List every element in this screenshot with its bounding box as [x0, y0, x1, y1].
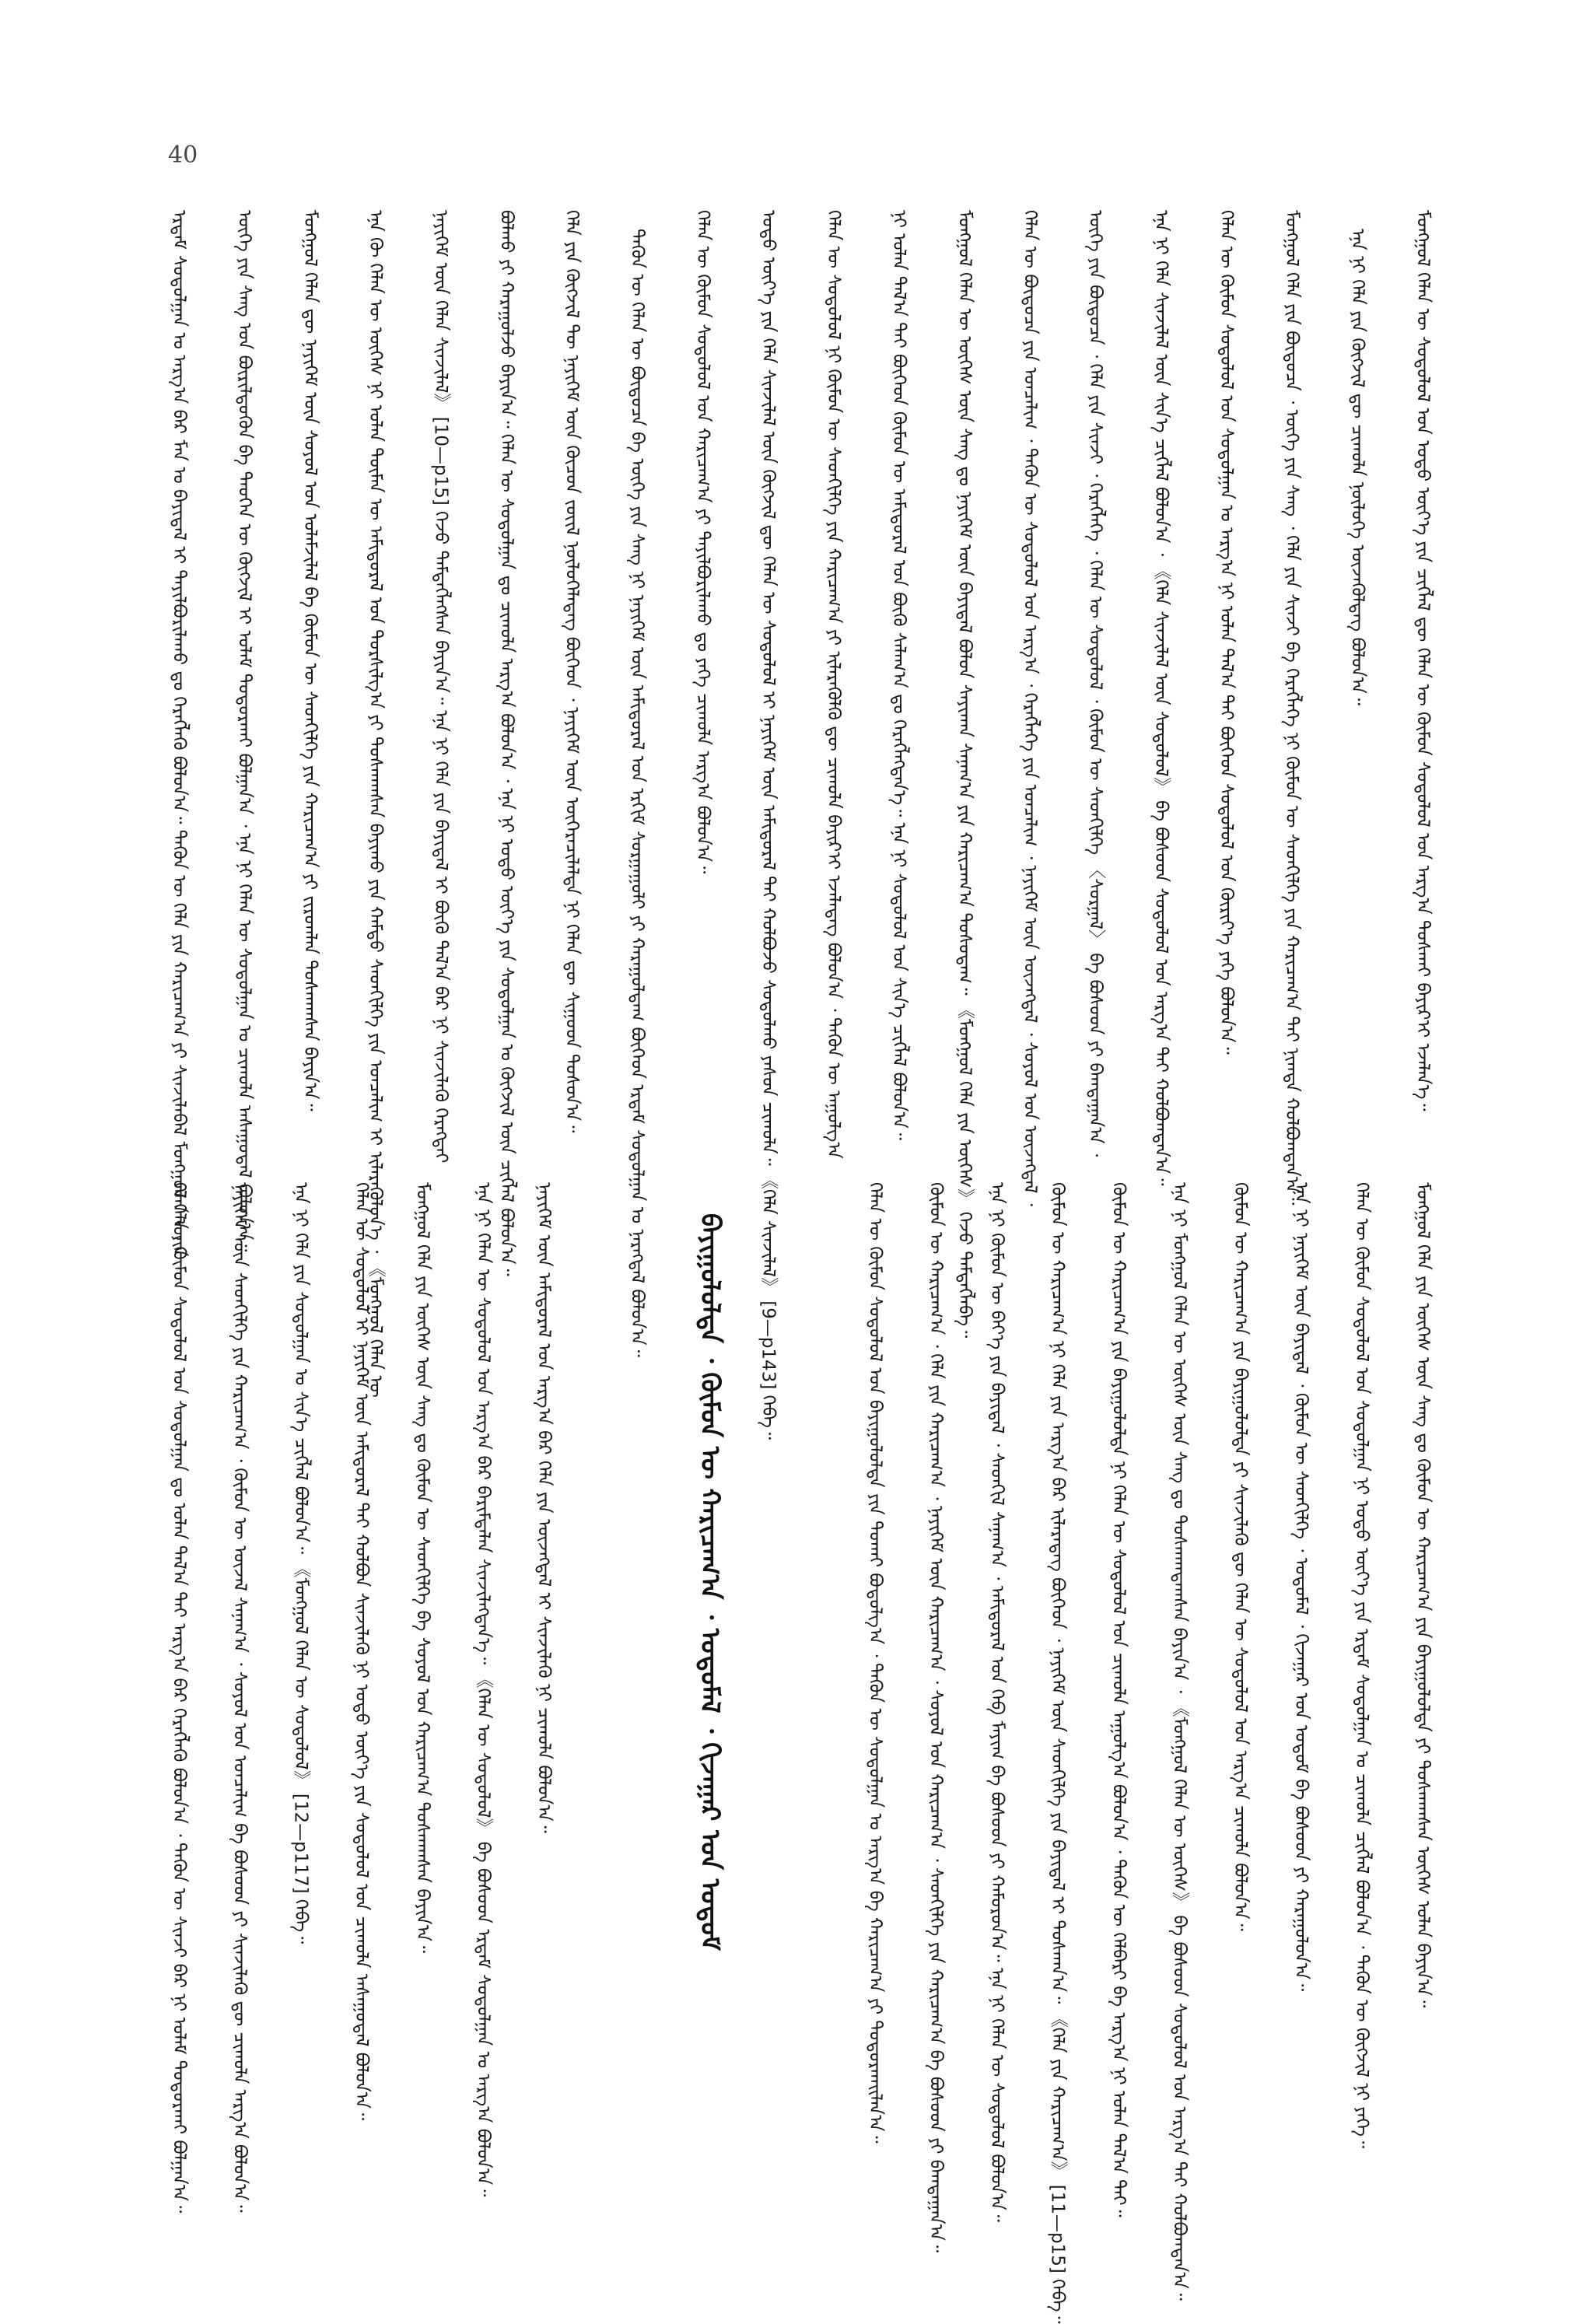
text-column: ᠦᠭᠡ ᠶᠢᠨ ᠰᠠᠩ ᠤᠨ ᠪᠦᠷᠢᠯᠳᠦᠬᠦᠨ ᠪᠠ ᠲᠡᠦᠬᠡᠨ ᠦ ᠬᠦᠭᠵᠢᠯ ᠢ ᠤᠯᠠᠮ ᠲᠣᠳᠣᠷᠬᠠᠢ ᠪᠣᠯᠭᠠᠨ᠎ᠠ ᠂ ᠡᠨᠡ ᠨᠢ ᠬᠡᠯᠡᠨ ᠦ ᠰᠤᠳᠤᠯᠭᠠᠨ ᠤ ᠴᠢᠬᠤᠯᠠ ᠠᠰᠠᠭᠤᠳᠠᠯ ᠪᠣᠯᠤᠨ᠎ᠠ᠃ [234, 210, 255, 1252]
text-column: ᠬᠡᠯᠡᠨ ᠦ ᠬᠦᠮᠦᠨ ᠰᠤᠳᠤᠯᠤᠯ ᠤᠨ ᠬᠠᠷᠢᠴᠠᠭ᠎ᠠ ᠶᠢ ᠲᠠᠶᠢᠯᠪᠤᠷᠢᠯᠠᠬᠤ ᠳᠤ ᠶᠡᠬᠡ ᠴᠢᠬᠤᠯᠠ ᠠᠷᠭ᠎ᠠ ᠪᠣᠯᠤᠨ᠎ᠠ᠃ [692, 210, 713, 874]
text-column: ᠡᠨᠡ ᠨᠢ ᠨᠡᠶᠢᠭᠡᠮ ᠦᠨ ᠪᠠᠶᠢᠳᠠᠯ ᠂ ᠬᠦᠮᠦᠨ ᠦ ᠰᠡᠳᠬᠢᠯᠭᠡ ᠂ ᠣᠳᠤᠮᠠᠯ ᠂ ᠬᠢᠵᠠᠭᠠᠷ ᠤᠨ ᠤᠳᠤᠮ ᠪᠠ ᠪᠤᠰᠤᠳ ᠶᠢ ᠬᠠᠷᠠᠭᠤᠯᠤᠨ᠎ᠠ᠃ [1290, 1182, 1311, 1992]
column-gap [590, 1182, 653, 2108]
text-column: ᠡᠨᠡ ᠨᠢ ᠬᠦᠮᠦᠨ ᠦ ᠪᠡᠶ᠎ᠡ ᠶᠢᠨ ᠪᠠᠶᠢᠳᠠᠯ ᠂ ᠰᠡᠳᠬᠢᠯ ᠰᠠᠨᠠᠭ᠎ᠠ ᠂ ᠠᠮᠢᠳᠤᠷᠠᠯ ᠤᠨ ᠬᠡᠪ ᠮᠠᠶᠢᠭ ᠪᠠ ᠪᠤᠰᠤᠳ ᠶᠢ ᠬᠠᠮᠤᠷᠤᠨ᠎ᠠ᠃ ᠡᠨᠡ ᠨᠢ ᠬᠡᠯᠡᠨ ᠦ ᠰᠤᠳᠤᠯᠤᠯ ᠪᠣᠯᠤᠨ᠎ᠠ᠃ [986, 1182, 1007, 2222]
text-column: ᠬᠡᠯᠡ ᠶᠢᠨ ᠬᠦᠭᠵᠢᠯ ᠲᠦ ᠨᠡᠶᠢᠭᠡᠮ ᠦᠨ ᠬᠦᠴᠦᠨ ᠵᠦᠢᠯ ᠨᠥᠯᠥᠭᠡᠯᠡᠳᠡᠭ ᠪᠥᠭᠡᠳ ᠂ ᠨᠡᠶᠢᠭᠡᠮ ᠦᠨ ᠥᠭᠡᠷᠡᠴᠢᠯᠡᠯᠲᠡ ᠨᠢ ᠬᠡᠯᠡᠨ ᠳᠦ ᠰᠢᠭᠤᠳ ᠲᠤᠰᠤᠨ᠎ᠠ᠃ [561, 210, 582, 1133]
text-column: ᠮᠣᠩᠭᠤᠯ ᠬᠡᠯᠡ ᠶᠢᠨ ᠪᠦᠲᠦᠴᠡ ᠂ ᠦᠭᠡ ᠶᠢᠨ ᠰᠠᠩ ᠂ ᠬᠡᠯᠡ ᠶᠢᠨ ᠰᠢᠨᠵᠢ ᠪᠠ ᠬᠡᠷᠡᠭᠯᠡᠭᠡ ᠨᠢ ᠬᠦᠮᠦᠨ ᠦ ᠰᠡᠳᠬᠢᠯᠭᠡ ᠶᠢᠨ ᠬᠠᠷᠢᠴᠠᠭ᠎ᠠ ᠲᠠᠢ ᠨᠢᠭᠲᠠ ᠬᠣᠯᠪᠣᠭᠳᠠᠨ᠎ᠠ᠃ [1281, 210, 1302, 1206]
section-heading: ᠪᠠᠶᠢᠭᠤᠯᠤᠯᠲᠠ ᠂ ᠬᠦᠮᠦᠨ ᠦ ᠬᠠᠷᠢᠴᠠᠭ᠎ᠠ ᠂ ᠣᠳᠤᠮᠠᠯ ᠂ ᠬᠢᠵᠠᠭᠠᠷ ᠤᠨ ᠤᠳᠤᠮ [694, 1213, 726, 1951]
text-column: ᠡᠨᠡ ᠨᠢ ᠬᠡᠯᠡ ᠰᠢᠨᠵᠢᠯᠡᠯ ᠦᠨ ᠰᠢᠨ᠎ᠡ ᠴᠢᠭᠯᠡᠯ ᠪᠣᠯᠤᠨ᠎ᠠ ᠂ 《ᠬᠡᠯᠡ ᠰᠢᠨᠵᠢᠯᠡᠯ ᠦᠨ ᠰᠤᠳᠤᠯᠤᠯ》 ᠪᠠ ᠪᠤᠰᠤᠳ ᠰᠤᠳᠤᠯᠤᠯ ᠤᠨ ᠠᠷᠭ᠎ᠠ ᠲᠠᠢ ᠬᠣᠯᠪᠣᠭᠳᠠᠨ᠎ᠠ᠃ [1150, 210, 1171, 1186]
text-column: ᠨᠡᠶᠢᠭᠡᠮ ᠦᠨ ᠬᠡᠯᠡᠨ ᠰᠢᠨᠵᠢᠯᠡᠯ》 [10—p15] ᠭᠡᠵᠦ ᠲᠡᠮᠳᠡᠭᠯᠡᠭᠰᠡᠨ ᠪᠠᠶᠢᠨ᠎ᠠ᠃ ᠡᠨᠡ ᠨᠢ ᠬᠡᠯᠡ ᠶᠢᠨ ᠪᠠᠶᠢᠳᠠᠯ ᠢ ᠪᠦᠬᠦ ᠲᠠᠯ᠎ᠠ ᠪᠠᠷ ᠨᠢ ᠰᠢᠨᠵᠢᠯᠡᠬᠦ ᠬᠡᠷᠡᠭᠲᠡᠢ [430, 210, 451, 1164]
text-column: ᠬᠡᠯᠡᠨ ᠦ ᠪᠦᠲᠦᠴᠡ ᠶᠢᠨ ᠣᠨᠴᠠᠯᠢᠭ ᠂ ᠲᠡᠭᠦᠨ ᠦ ᠰᠤᠳᠤᠯᠤᠯ ᠤᠨ ᠠᠷᠭ᠎ᠠ ᠂ ᠬᠡᠷᠡᠭᠯᠡᠭᠡ ᠶᠢᠨ ᠣᠨᠴᠠᠯᠢᠭ ᠂ ᠨᠡᠶᠢᠭᠡᠮ ᠦᠨ ᠦᠵᠡᠭᠳᠡᠯ ᠂ ᠰᠣᠶᠣᠯ ᠤᠨ ᠦᠵᠡᠭᠳᠡᠯ ᠂ [1020, 210, 1041, 1206]
text-column: ᠡᠨᠡ ᠨᠢ ᠮᠣᠩᠭᠤᠯ ᠬᠡᠯᠡᠨ ᠦ ᠦᠭᠡᠰ ᠦᠨ ᠰᠠᠩ ᠳᠤ ᠲᠤᠰᠬᠠᠭᠳᠠᠭᠰᠠᠨ ᠪᠠᠶᠢᠨ᠎ᠠ ᠂ 《ᠮᠣᠩᠭᠤᠯ ᠬᠡᠯᠡᠨ ᠦ ᠦᠭᠡᠰ》 ᠪᠠ ᠪᠤᠰᠤᠳ ᠰᠤᠳᠤᠯᠤᠯ ᠤᠨ ᠠᠷᠭ᠎ᠠ ᠲᠠᠢ ᠬᠣᠯᠪᠣᠭᠳᠠᠨ᠎ᠠ᠃ [1169, 1182, 1190, 2301]
top-text-block [165, 210, 1436, 1440]
text-column: ᠬᠡᠯᠡᠨ ᠦ ᠬᠦᠮᠦᠨ ᠰᠤᠳᠤᠯᠤᠯ ᠤᠨ ᠪᠠᠶᠢᠭᠤᠯᠤᠯᠲᠠ ᠶᠢᠨ ᠲᠤᠬᠠᠢ ᠪᠣᠳᠤᠯᠭ᠎ᠠ ᠂ ᠲᠡᠭᠦᠨ ᠦ ᠰᠤᠳᠤᠯᠭᠠᠨ ᠤ ᠠᠷᠭ᠎ᠠ ᠪᠠ ᠬᠠᠷᠢᠴᠠᠭ᠎ᠠ ᠶᠢ ᠲᠣᠳᠣᠷᠬᠠᠢᠯᠠᠨ᠎ᠠ᠃ [865, 1182, 886, 2144]
text-column: ᠨᠡᠶᠢᠭᠡᠮ ᠦᠨ ᠠᠮᠢᠳᠤᠷᠠᠯ ᠤᠨ ᠠᠷᠭ᠎ᠠ ᠪᠠᠷ ᠬᠡᠯᠡ ᠶᠢᠨ ᠦᠵᠡᠭᠳᠡᠯ ᠢ ᠰᠢᠨᠵᠢᠯᠡᠬᠦ ᠨᠢ ᠴᠢᠬᠤᠯᠠ ᠪᠣᠯᠤᠨ᠎ᠠ᠃ [534, 1182, 555, 1833]
text-column: ᠦᠭᠡ ᠶᠢᠨ ᠪᠦᠲᠦᠴᠡ ᠂ ᠬᠡᠯᠡ ᠶᠢᠨ ᠰᠢᠨᠵᠢ ᠂ ᠬᠡᠷᠡᠭᠯᠡᠭᠡ ᠂ ᠬᠡᠯᠡᠨ ᠦ ᠰᠤᠳᠤᠯᠤᠯ ᠂ ᠬᠦᠮᠦᠨ ᠦ ᠰᠡᠳᠬᠢᠯᠭᠡ 〈ᠰᠤᠷᠭᠠᠯ〉 ᠪᠠ ᠪᠤᠰᠤᠳ ᠶᠢ ᠪᠠᠭᠲᠠᠭᠠᠨ᠎ᠠ ᠂ [1085, 210, 1106, 1157]
text-column: ᠬᠦᠮᠦᠨ ᠦ ᠬᠠᠷᠢᠴᠠᠭ᠎ᠠ ᠂ ᠬᠡᠯᠡ ᠶᠢᠨ ᠬᠠᠷᠢᠴᠠᠭ᠎ᠠ ᠂ ᠨᠡᠶᠢᠭᠡᠮ ᠦᠨ ᠬᠠᠷᠢᠴᠠᠭ᠎ᠠ ᠂ ᠰᠣᠶᠣᠯ ᠤᠨ ᠬᠠᠷᠢᠴᠠᠭ᠎ᠠ ᠂ ᠰᠡᠳᠬᠢᠯᠭᠡ ᠶᠢᠨ ᠬᠠᠷᠢᠴᠠᠭ᠎ᠠ ᠪᠠ ᠪᠤᠰᠤᠳ ᠶᠢ ᠪᠠᠭᠲᠠᠭᠠᠨ᠎ᠠ᠃ [926, 1182, 947, 2253]
text-column: ᠮᠣᠩᠭᠤᠯ ᠬᠡᠯᠡᠨ ᠦ ᠰᠤᠳᠤᠯᠤᠯ ᠤᠨ ᠣᠳᠣ ᠦᠶ᠎ᠡ ᠶᠢᠨ ᠴᠢᠭᠯᠡᠯ ᠳᠦ ᠬᠡᠯᠡᠨ ᠦ ᠬᠦᠮᠦᠨ ᠰᠤᠳᠤᠯᠤᠯ ᠤᠨ ᠠᠷᠭ᠎ᠠ ᠲᠤᠰᠬᠠᠢ ᠪᠠᠶᠢᠷ᠎ᠢ ᠡᠵᠡᠯᠡᠨ᠎ᠡ᠃ [1412, 210, 1433, 1111]
bottom-text-block [165, 1182, 1436, 2324]
text-column: ᠬᠦᠮᠦᠨ ᠦ ᠬᠠᠷᠢᠴᠠᠭ᠎ᠠ ᠶᠢᠨ ᠪᠠᠶᠢᠭᠤᠯᠤᠯᠲᠠ ᠨᠢ ᠬᠡᠯᠡᠨ ᠦ ᠰᠤᠳᠤᠯᠤᠯ ᠤᠨ ᠴᠢᠬᠤᠯᠠ ᠠᠭᠤᠯᠭ᠎ᠠ ᠪᠣᠯᠤᠨ᠎ᠠ ᠂ ᠲᠡᠭᠦᠨ ᠦ ᠬᠡᠯᠪᠡᠷᠢ ᠪᠠ ᠠᠷᠭ᠎ᠠ ᠨᠢ ᠣᠯᠠᠨ ᠲᠠᠯ᠎ᠠ ᠲᠠᠢ᠃ [1108, 1182, 1129, 2217]
text-column: ᠡᠨᠡ ᠨᠢ ᠬᠡᠯᠡ ᠶᠢᠨ ᠰᠤᠳᠤᠯᠭᠠᠨ ᠤ ᠰᠢᠨ᠎ᠡ ᠴᠢᠭᠯᠡᠯ ᠪᠣᠯᠤᠨ᠎ᠠ᠃ 《ᠮᠣᠩᠭᠤᠯ ᠬᠡᠯᠡᠨ ᠦ ᠰᠤᠳᠤᠯᠤᠯ》 [12—p117] ᠭᠡᠪᠡ᠃ [290, 1182, 311, 1944]
text-column: ᠨᠡᠶᠢᠭᠡᠮ ᠦᠨ ᠰᠡᠳᠬᠢᠯᠭᠡ ᠶᠢᠨ ᠬᠠᠷᠢᠴᠠᠭ᠎ᠠ ᠂ ᠬᠦᠮᠦᠨ ᠦ ᠦᠵᠡᠯ ᠰᠠᠨᠠᠭ᠎ᠠ ᠂ ᠰᠣᠶᠣᠯ ᠤᠨ ᠣᠨᠴᠠᠯᠢᠭ ᠪᠠ ᠪᠤᠰᠤᠳ ᠶᠢ ᠰᠢᠨᠵᠢᠯᠡᠬᠦ ᠳᠦ ᠴᠢᠬᠤᠯᠠ ᠠᠷᠭ᠎ᠠ ᠪᠣᠯᠤᠨ᠎ᠠ᠃ [229, 1182, 250, 2213]
text-column: ᠬᠡᠯᠡᠨ ᠦ ᠰᠤᠳᠤᠯᠤᠯ ᠢ ᠨᠡᠶᠢᠭᠡᠮ ᠦᠨ ᠠᠮᠢᠳᠤᠷᠠᠯ ᠲᠠᠢ ᠬᠣᠯᠪᠣᠨ ᠰᠢᠨᠵᠢᠯᠡᠬᠦ ᠨᠢ ᠣᠳᠣ ᠦᠶ᠎ᠡ ᠶᠢᠨ ᠰᠤᠳᠤᠯᠤᠯ ᠤᠨ ᠴᠢᠬᠤᠯᠠ ᠠᠰᠠᠭᠤᠳᠠᠯ ᠪᠣᠯᠤᠨ᠎ᠠ᠃ [351, 1182, 372, 2121]
text-column: ᠪᠣᠯᠬᠤ ᠶᠢ ᠬᠠᠷᠠᠭᠤᠯᠵᠤ ᠪᠠᠶᠢᠨ᠎ᠠ᠃ ᠬᠡᠯᠡᠨ ᠦ ᠰᠤᠳᠤᠯᠭᠠᠨ ᠳᠤ ᠴᠢᠬᠤᠯᠠ ᠠᠷᠭ᠎ᠠ ᠪᠣᠯᠤᠨ᠎ᠠ ᠂ ᠡᠨᠡ ᠨᠢ ᠣᠳᠣ ᠦᠶ᠎ᠡ ᠶᠢᠨ ᠰᠤᠳᠤᠯᠭᠠᠨ ᠤ ᠬᠦᠭᠵᠢᠯ ᠦᠨ ᠴᠢᠭᠯᠡᠯ ᠪᠣᠯᠤᠨ᠎ᠠ᠃ [495, 210, 516, 1276]
text-column: ᠬᠡᠯᠡᠨ ᠦ ᠬᠦᠮᠦᠨ ᠰᠤᠳᠤᠯᠤᠯ ᠤᠨ ᠰᠤᠳᠤᠯᠭᠠᠨ ᠤ ᠠᠷᠭ᠎ᠠ ᠨᠢ ᠣᠯᠠᠨ ᠲᠠᠯ᠎ᠠ ᠲᠠᠢ ᠪᠥᠭᠡᠳ ᠰᠤᠳᠤᠯᠤᠯ ᠤᠨ ᠬᠦᠷᠢᠶ᠎ᠡ ᠶᠡᠬᠡ ᠪᠣᠯᠤᠨ᠎ᠠ᠃ [1216, 210, 1237, 1055]
text-column: ᠨᠢ ᠣᠯᠠᠨ ᠲᠠᠯ᠎ᠠ ᠲᠠᠢ ᠪᠥᠭᠡᠳ ᠬᠦᠮᠦᠨ ᠦ ᠠᠮᠢᠳᠤᠷᠠᠯ ᠤᠨ ᠪᠦᠬᠦ ᠰᠠᠯᠠᠭ᠎ᠠ ᠳᠤ ᠬᠡᠷᠡᠭᠯᠡᠭᠳᠡᠨ᠎ᠡ᠃ ᠡᠨᠡ ᠨᠢ ᠰᠤᠳᠤᠯᠤᠯ ᠤᠨ ᠰᠢᠨ᠎ᠡ ᠴᠢᠭᠯᠡᠯ ᠪᠣᠯᠤᠨ᠎ᠠ᠃ [888, 210, 909, 1140]
column-gap [765, 1182, 828, 2108]
text-column: ᠬᠡᠯᠡᠨ ᠦ ᠬᠦᠮᠦᠨ ᠰᠤᠳᠤᠯᠤᠯ ᠤᠨ ᠰᠤᠳᠤᠯᠭᠠᠨ ᠨᠢ ᠣᠳᠣ ᠦᠶ᠎ᠡ ᠶᠢᠨ ᠡᠷᠳᠡᠮ ᠰᠤᠳᠤᠯᠭᠠᠨ ᠤ ᠴᠢᠬᠤᠯᠠ ᠴᠢᠭᠯᠡᠯ ᠪᠣᠯᠤᠨ᠎ᠠ ᠂ ᠲᠡᠭᠦᠨ ᠦ ᠬᠦᠭᠵᠢᠯ ᠨᠢ ᠶᠡᠬᠡ᠃ [1351, 1182, 1372, 2149]
text-column: ᠬᠡᠯᠡᠨ ᠦ ᠰᠤᠳᠤᠯᠤᠯ ᠨᠢ ᠬᠦᠮᠦᠨ ᠦ ᠰᠡᠳᠬᠢᠯᠭᠡ ᠶᠢᠨ ᠬᠠᠷᠢᠴᠠᠭ᠎ᠠ ᠶᠢ ᠢᠯᠡᠷᠡᠭᠦᠯᠬᠦ ᠳᠦ ᠴᠢᠬᠤᠯᠠ ᠪᠠᠶᠢᠷ᠎ᠢ ᠡᠵᠡᠯᠡᠳᠡᠭ ᠪᠣᠯᠤᠨ᠎ᠠ ᠂ ᠲᠡᠭᠦᠨ ᠦ ᠠᠭᠤᠯᠭ᠎ᠠ [823, 210, 844, 1159]
text-column: ᠡᠷᠳᠡᠮ ᠰᠤᠳᠤᠯᠭᠠᠨ ᠤ ᠠᠷᠭ᠎ᠠ ᠪᠠᠷ ᠮᠠᠨ ᠤ ᠪᠠᠶᠢᠳᠠᠯ ᠢ ᠲᠠᠶᠢᠯᠪᠤᠷᠢᠯᠠᠬᠤ ᠳᠤ ᠬᠡᠷᠡᠭᠯᠡᠬᠦ ᠪᠣᠯᠤᠨ᠎ᠠ᠃ ᠲᠡᠭᠦᠨ ᠦ ᠬᠡᠯᠡ ᠶᠢᠨ ᠬᠠᠷᠢᠴᠠᠭ᠎ᠠ ᠶᠢ ᠰᠢᠨᠵᠢᠯᠡᠪᠡᠯ ᠮᠣᠩᠭᠤᠯ ᠬᠡᠯᠡ ᠶᠢᠨ [169, 210, 189, 1257]
text-column: ᠮᠣᠩᠭᠤᠯ ᠬᠡᠯᠡᠨ ᠳᠦ ᠨᠡᠶᠢᠭᠡᠮ ᠦᠨ ᠰᠣᠶᠣᠯ ᠤᠨ ᠤᠯᠠᠮᠵᠢᠯᠠᠯ ᠪᠠ ᠬᠦᠮᠦᠨ ᠦ ᠰᠡᠳᠬᠢᠯᠭᠡ ᠶᠢᠨ ᠬᠠᠷᠢᠴᠠᠭ᠎ᠠ ᠶᠢ ᠵᠢᠷᠤᠭᠯᠠᠨ ᠲᠤᠰᠬᠠᠭᠰᠠᠨ ᠪᠠᠶᠢᠨ᠎ᠠ᠃ [299, 210, 320, 1111]
text-column: ᠮᠣᠩᠭᠤᠯ ᠬᠡᠯᠡᠨ ᠦ ᠦᠭᠡᠰ ᠦᠨ ᠰᠠᠩ ᠳᠤ ᠨᠡᠶᠢᠭᠡᠮ ᠦᠨ ᠪᠠᠶᠢᠳᠠᠯ ᠪᠣᠯᠤᠨ ᠰᠠᠶᠢᠬᠠᠨ ᠰᠠᠨᠠᠭ᠎ᠠ ᠶᠢᠨ ᠬᠠᠷᠢᠴᠠᠭ᠎ᠠ ᠲᠤᠰᠤᠳᠠᠭ᠃ 《ᠮᠣᠩᠭᠤᠯ ᠬᠡᠯᠡ ᠶᠢᠨ ᠦᠭᠡᠰ》 ᠭᠡᠵᠦ ᠲᠡᠮᠳᠡᠭᠯᠡᠪᠡ᠃ [954, 210, 975, 1339]
text-column: ᠣᠳᠣ ᠦᠶ᠎ᠡ ᠶᠢᠨ ᠬᠡᠯᠡ ᠰᠢᠨᠵᠢᠯᠡᠯ ᠦᠨ ᠬᠥᠭᠵᠢᠯ ᠳᠦ ᠬᠡᠯᠡᠨ ᠦ ᠰᠤᠳᠤᠯᠤᠯ ᠢ ᠨᠡᠶᠢᠭᠡᠮ ᠦᠨ ᠠᠮᠢᠳᠤᠷᠠᠯ ᠲᠠᠢ ᠬᠣᠯᠪᠤᠵᠤ ᠰᠤᠳᠤᠯᠬᠤ ᠶᠠᠰᠤᠨ ᠴᠢᠬᠤᠯᠠ᠃ 《ᠬᠡᠯᠡ ᠰᠢᠨᠵᠢᠯᠡᠯ》 [9—p143] ᠭᠡᠪᠡ᠃ [758, 210, 779, 1440]
text-column: ᠬᠦᠮᠦᠨ ᠦ ᠬᠠᠷᠢᠴᠠᠭ᠎ᠠ ᠶᠢᠨ ᠪᠠᠶᠢᠭᠤᠯᠤᠯᠲᠠ ᠶᠢ ᠰᠢᠨᠵᠢᠯᠡᠬᠦ ᠳᠦ ᠬᠡᠯᠡᠨ ᠦ ᠰᠤᠳᠤᠯᠤᠯ ᠤᠨ ᠠᠷᠭ᠎ᠠ ᠴᠢᠬᠤᠯᠠ ᠪᠣᠯᠤᠨ᠎ᠠ᠃ [1230, 1182, 1251, 1931]
text-column: ᠬᠡᠯᠡᠨ ᠦ ᠬᠦᠮᠦᠨ ᠰᠤᠳᠤᠯᠤᠯ ᠤᠨ ᠰᠤᠳᠤᠯᠭᠠᠨ ᠳᠤ ᠣᠯᠠᠨ ᠲᠠᠯ᠎ᠠ ᠲᠠᠢ ᠠᠷᠭ᠎ᠠ ᠪᠠᠷ ᠬᠡᠷᠡᠭᠯᠡᠬᠦ ᠪᠣᠯᠤᠨ᠎ᠠ ᠂ ᠲᠡᠭᠦᠨ ᠦ ᠰᠢᠨᠵᠢ ᠪᠠᠷ ᠨᠢ ᠤᠯᠠᠮ ᠲᠣᠳᠣᠷᠬᠠᠢ ᠪᠣᠯᠭᠠᠨ᠎ᠠ᠃ [169, 1182, 189, 2214]
text-column: ᠲᠡᠭᠦᠨ ᠦ ᠬᠡᠯᠡᠨ ᠦ ᠪᠦᠲᠦᠴᠡ ᠪᠠ ᠦᠭᠡ ᠶᠢᠨ ᠰᠠᠩ ᠨᠢ ᠨᠡᠶᠢᠭᠡᠮ ᠦᠨ ᠠᠮᠢᠳᠤᠷᠠᠯ ᠤᠨ ᠡᠷᠬᠢᠮ ᠰᠤᠷᠭᠠᠭᠤᠯᠢ ᠶᠢ ᠬᠠᠷᠠᠭᠤᠯᠳᠠᠭ ᠪᠥᠭᠡᠳ ᠡᠷᠳᠡᠮ ᠰᠤᠳᠤᠯᠭᠠᠨ ᠤ ᠨᠡᠷᠡᠭᠳᠡᠯ ᠪᠣᠯᠤᠨ᠎ᠠ᠃ [627, 229, 648, 1357]
text-column: ᠬᠦᠮᠦᠨ ᠦ ᠬᠠᠷᠢᠴᠠᠭ᠎ᠠ ᠨᠢ ᠬᠡᠯᠡ ᠶᠢᠨ ᠠᠷᠭ᠎ᠠ ᠪᠠᠷ ᠢᠯᠡᠷᠡᠳᠡᠭ ᠪᠥᠭᠡᠳ ᠂ ᠨᠡᠶᠢᠭᠡᠮ ᠦᠨ ᠰᠡᠳᠬᠢᠯᠭᠡ ᠶᠢᠨ ᠪᠠᠶᠢᠳᠠᠯ ᠢ ᠲᠤᠰᠬᠠᠨ᠎ᠠ᠃ 《ᠬᠡᠯᠡ ᠶᠢᠨ ᠬᠠᠷᠢᠴᠠᠭ᠎ᠠ》 [11—p15] ᠭᠡᠪᠡ᠃ [1047, 1182, 1068, 2324]
text-column: ᠮᠣᠩᠭᠤᠯ ᠬᠡᠯᠡ ᠶᠢᠨ ᠦᠭᠡᠰ ᠦᠨ ᠰᠠᠩ ᠳᠤ ᠬᠦᠮᠦᠨ ᠦ ᠰᠡᠳᠬᠢᠯᠭᠡ ᠪᠠ ᠰᠣᠶᠣᠯ ᠤᠨ ᠬᠠᠷᠢᠴᠠᠭ᠎ᠠ ᠲᠤᠰᠬᠠᠭᠰᠠᠨ ᠪᠠᠶᠢᠨ᠎ᠠ᠃ [411, 1182, 432, 1954]
text-column: ᠮᠣᠩᠭᠤᠯ ᠬᠡᠯᠡ ᠶᠢᠨ ᠦᠭᠡᠰ ᠦᠨ ᠰᠠᠩ ᠳᠤ ᠬᠦᠮᠦᠨ ᠦ ᠬᠠᠷᠢᠴᠠᠭ᠎ᠠ ᠶᠢᠨ ᠪᠠᠶᠢᠭᠤᠯᠤᠯᠲᠠ ᠶᠢ ᠲᠤᠰᠬᠠᠭᠰᠠᠨ ᠦᠭᠡᠰ ᠣᠯᠠᠨ ᠪᠠᠶᠢᠨ᠎ᠠ᠃ [1412, 1182, 1433, 2008]
page-number: 40 [168, 142, 198, 169]
text-column: ᠡᠨᠡ ᠨᠢ ᠬᠡᠯᠡ ᠶᠢᠨ ᠬᠦᠭᠵᠢᠯ ᠳᠦ ᠴᠢᠬᠤᠯᠠ ᠨᠥᠯᠥᠭᠡ ᠦᠵᠡᠭᠦᠯᠳᠡᠭ ᠪᠣᠯᠤᠨ᠎ᠠ᠃ [1346, 229, 1367, 705]
text-column: ᠡᠨᠡ ᠬᠦ ᠬᠡᠯᠡᠨ ᠦ ᠦᠭᠡᠰ ᠨᠢ ᠣᠯᠠᠨ ᠲᠦᠮᠡᠨ ᠦ ᠠᠮᠢᠳᠤᠷᠠᠯ ᠤᠨ ᠲᠤᠷᠰᠢᠯᠭ᠎ᠠ ᠶᠢ ᠲᠤᠰᠬᠠᠭᠰᠠᠨ ᠪᠠᠶᠢᠬᠤ ᠶᠢᠨ ᠬᠠᠮᠲᠤ ᠰᠡᠳᠬᠢᠯᠭᠡ ᠶᠢᠨ ᠣᠨᠴᠠᠯᠢᠭ ᠢ ᠢᠯᠡᠷᠡᠭᠦᠯᠦᠨ᠎ᠡ ᠂ 《ᠮᠣᠩᠭᠤᠯ ᠬᠡᠯᠡᠨ ᠦ [365, 210, 386, 1398]
text-column: ᠡᠨᠡ ᠨᠢ ᠬᠡᠯᠡᠨ ᠦ ᠰᠤᠳᠤᠯᠤᠯ ᠤᠨ ᠠᠷᠭ᠎ᠠ ᠪᠠᠷ ᠪᠠᠷᠢᠮᠲᠠᠯᠠᠨ ᠰᠢᠨᠵᠢᠯᠡᠭᠳᠡᠨ᠎ᠡ᠃ 《ᠬᠡᠯᠡᠨ ᠦ ᠰᠤᠳᠤᠯᠤᠯ》 ᠪᠠ ᠪᠤᠰᠤᠳ ᠡᠷᠳᠡᠮ ᠰᠤᠳᠤᠯᠭᠠᠨ ᠤ ᠠᠷᠭ᠎ᠠ ᠪᠣᠯᠤᠨ᠎ᠠ᠃ [473, 1182, 494, 2197]
